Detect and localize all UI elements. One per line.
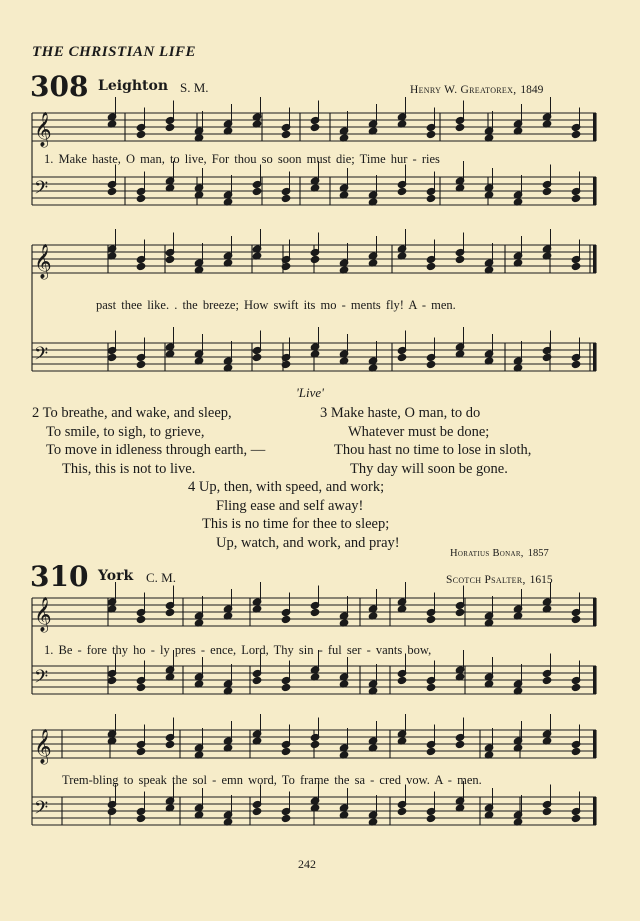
note-head	[571, 360, 581, 368]
stanza-line: Fling ease and self away!	[216, 497, 364, 514]
caption: 'Live'	[296, 385, 324, 400]
final-barline	[593, 245, 596, 273]
note-head	[426, 262, 436, 270]
meter: C. M.	[146, 570, 176, 585]
note-head	[397, 807, 407, 815]
note-head	[136, 262, 146, 270]
note-head	[281, 683, 291, 691]
note-head	[136, 814, 146, 822]
treble-clef-icon: 𝄞	[34, 244, 52, 279]
note-head	[136, 130, 146, 138]
note-head	[107, 676, 117, 684]
treble-clef-icon: 𝄞	[34, 112, 52, 147]
note-head	[136, 747, 146, 755]
note-head	[107, 187, 117, 195]
hymn-number: 310	[30, 560, 89, 593]
note-head	[455, 608, 465, 616]
note-head	[281, 814, 291, 822]
note-head	[310, 123, 320, 131]
note-head	[426, 683, 436, 691]
note-head	[455, 123, 465, 131]
note-head	[571, 747, 581, 755]
final-barline	[593, 797, 596, 825]
bass-clef-icon: 𝄢	[34, 798, 49, 823]
note-head	[571, 130, 581, 138]
note-head	[397, 676, 407, 684]
stanza-line: 2 To breathe, and wake, and sleep,	[32, 405, 232, 421]
final-barline	[593, 598, 596, 626]
bass-clef-icon: 𝄢	[34, 178, 49, 203]
page-number: 242	[298, 857, 316, 871]
note-head	[281, 615, 291, 623]
note-head	[281, 194, 291, 202]
stanza-line: 3 Make haste, O man, to do	[320, 405, 481, 421]
note-head	[426, 747, 436, 755]
final-barline	[593, 666, 596, 694]
stanza-line: Whatever must be done;	[348, 423, 490, 440]
author-year: 1857	[527, 548, 549, 559]
note-head	[397, 187, 407, 195]
note-head	[571, 683, 581, 691]
note-head	[165, 255, 175, 263]
stanza-line: 4 Up, then, with speed, and work;	[188, 479, 385, 495]
note-head	[136, 683, 146, 691]
note-head	[426, 194, 436, 202]
tune-name: York	[98, 568, 134, 584]
stanza-line: This, this is not to live.	[62, 460, 196, 477]
stanza-line: To smile, to sigh, to grieve,	[46, 423, 205, 440]
note-head	[165, 123, 175, 131]
lyrics-line: past thee like. . the breeze; How swift its mo - ments fly! A - men.	[96, 298, 456, 312]
hymn-number: 308	[30, 70, 89, 103]
note-head	[426, 615, 436, 623]
final-barline	[593, 113, 596, 141]
note-head	[107, 807, 117, 815]
note-head	[426, 130, 436, 138]
final-barline	[593, 343, 596, 371]
meter: S. M.	[180, 80, 209, 95]
composer-year: 1849	[520, 84, 544, 96]
lyrics-line: 1. Be - fore thy ho - ly pres - ence, Lord, Thy sin - ful ser - vants bow,	[44, 643, 432, 657]
stanza-line: Up, watch, and work, and pray!	[216, 534, 400, 551]
composer-name: Henry W. Greatorex,	[410, 84, 517, 96]
treble-clef-icon: 𝄞	[34, 729, 52, 764]
author-name: Horatius Bonar,	[450, 548, 524, 559]
note-head	[542, 187, 552, 195]
note-head	[571, 814, 581, 822]
stanza-line: To move in idleness through earth, —	[46, 442, 266, 458]
stanza-line: This is no time for thee to sleep;	[202, 516, 390, 532]
note-head	[310, 255, 320, 263]
final-barline	[593, 177, 596, 205]
note-head	[571, 194, 581, 202]
bass-clef-icon: 𝄢	[34, 667, 49, 692]
note-head	[165, 740, 175, 748]
note-head	[542, 676, 552, 684]
note-head	[310, 740, 320, 748]
note-head	[252, 187, 262, 195]
note-head	[252, 353, 262, 361]
note-head	[571, 615, 581, 623]
note-head	[426, 360, 436, 368]
bass-clef-icon: 𝄢	[34, 344, 49, 369]
note-head	[310, 608, 320, 616]
note-head	[165, 608, 175, 616]
lyrics-line: 1. Make haste, O man, to live, For thou so soon must die; Time hur - ries	[44, 152, 440, 166]
composer-name: Scotch Psalter,	[446, 574, 526, 586]
note-head	[107, 353, 117, 361]
note-head	[571, 262, 581, 270]
lyrics-line: Trem-bling to speak the sol - emn word, To frame the sa - cred vow. A - men.	[62, 773, 482, 787]
note-head	[136, 360, 146, 368]
stanza-line: Thy day will soon be gone.	[350, 460, 508, 477]
note-head	[281, 130, 291, 138]
note-head	[136, 615, 146, 623]
note-head	[281, 747, 291, 755]
note-head	[397, 353, 407, 361]
tune-name: Leighton	[98, 78, 169, 94]
note-head	[252, 807, 262, 815]
note-head	[455, 740, 465, 748]
note-head	[136, 194, 146, 202]
final-barline	[593, 730, 596, 758]
note-head	[455, 255, 465, 263]
note-head	[426, 814, 436, 822]
treble-clef-icon: 𝄞	[34, 597, 52, 632]
section-title: THE CHRISTIAN LIFE	[32, 44, 197, 60]
note-head	[542, 807, 552, 815]
composer-year: 1615	[529, 574, 553, 586]
stanza-line: Thou hast no time to lose in sloth,	[334, 442, 532, 458]
note-head	[252, 676, 262, 684]
